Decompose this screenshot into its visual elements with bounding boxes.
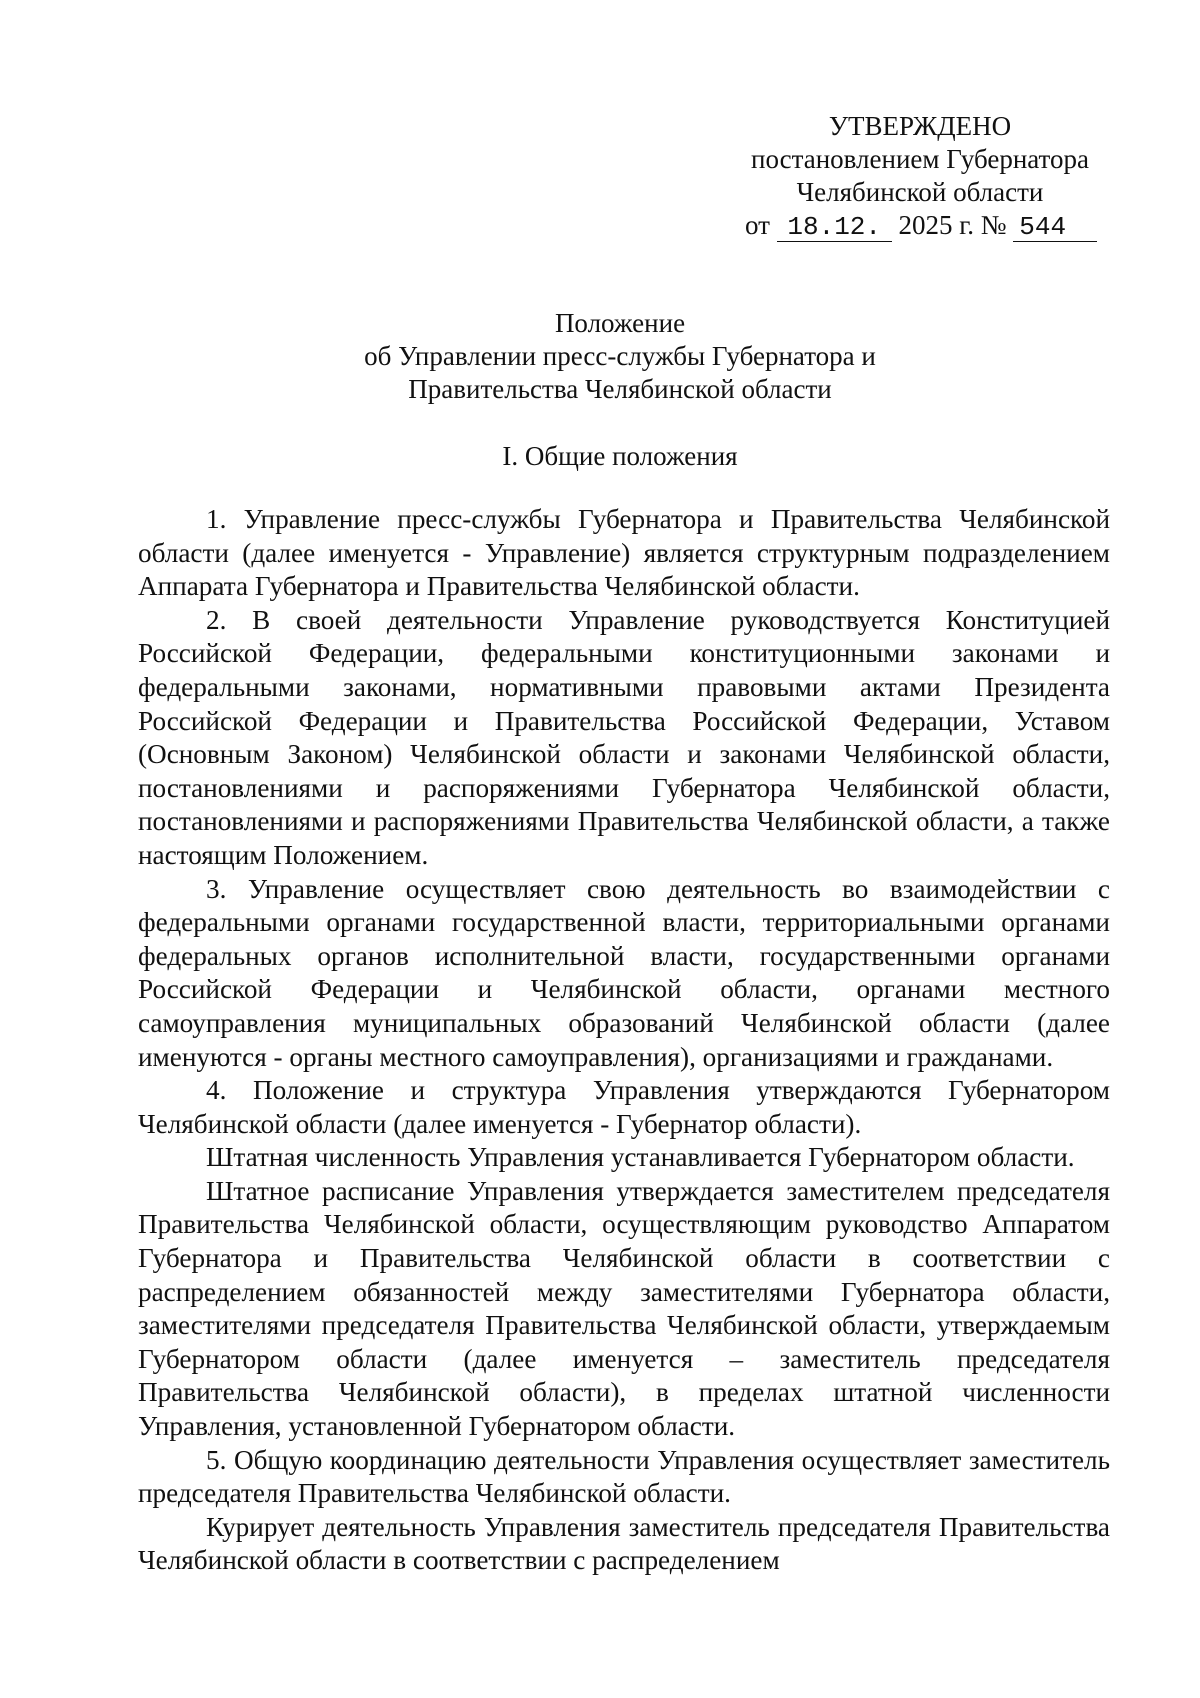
paragraph: Штатное расписание Управления утверждается заместителем председателя Правительства Челябинской области, осуществляющим руководство Аппаратом Губернатора и Правительства Челябинской области в соответствии с распределением обязанностей между заместителями Губернатора области, заместителями председателя Правительства Челябинской области, утверждаемым Губернатором области (далее именуется – заместитель председателя Правительства Челябинской области), в пределах штатной численности Управления, установленной Губернатором области. [138, 1175, 1110, 1442]
approval-stamp-block [720, 110, 1120, 242]
title-line-2: об Управлении пресс-службы Губернатора и [364, 341, 876, 371]
year-text: 2025 г. № [898, 210, 1007, 240]
section-title: I. Общие положения [502, 441, 738, 471]
approval-line-2: Челябинской области [796, 177, 1044, 207]
title-line-1: Положение [554, 308, 686, 338]
approval-line-1: постановлением Губернатора [751, 144, 1089, 174]
paragraph: 1. Управление пресс-службы Губернатора и Правительства Челябинской области (далее именуется - Управление) является структурным подразделением Аппарата Губернатора и Правительства Челябинской области. [138, 504, 1110, 602]
paragraph: Штатная численность Управления устанавливается Губернатором области. [206, 1142, 1075, 1173]
document-body [138, 503, 1110, 1578]
paragraph: 2. В своей деятельности Управление руководствуется Конституцией Российской Федерации, федеральными конституционными законами и федеральными законами, нормативными правовыми актами Президента Российской Федерации и Правительства Российской Федерации, Уставом (Основным Законом) Челябинской области и законами Челябинской области, постановлениями и распоряжениями Губернатора Челябинской области, постановлениями и распоряжениями Правительства Челябинской области, а также настоящим Положением. [138, 604, 1110, 870]
paragraph: 5. Общую координацию деятельности Управления осуществляет заместитель председателя Правительства Челябинской области. [138, 1444, 1110, 1509]
approval-heading: УТВЕРЖДЕНО [828, 111, 1012, 141]
paragraph: 3. Управление осуществляет свою деятельность во взаимодействии с федеральными органами государственной власти, территориальными органами федеральных органов исполнительной власти, государственными органами Российской Федерации и Челябинской области, органами местного самоуправления муниципальных образований Челябинской области (далее именуются - органы местного самоуправления), организациями и гражданами. [138, 873, 1110, 1072]
approval-number: 544 [1013, 213, 1097, 242]
approval-date: 18.12. [777, 213, 892, 242]
document-title [140, 307, 1100, 406]
paragraph: 4. Положение и структура Управления утверждаются Губернатором Челябинской области (далее именуется - Губернатор области). [138, 1075, 1110, 1139]
paragraph: Курирует деятельность Управления заместитель председателя Правительства Челябинской области в соответствии с распределением [138, 1511, 1110, 1576]
date-prefix: от [745, 210, 770, 240]
title-line-3: Правительства Челябинской области [408, 374, 832, 404]
approval-date-line [720, 209, 1120, 242]
